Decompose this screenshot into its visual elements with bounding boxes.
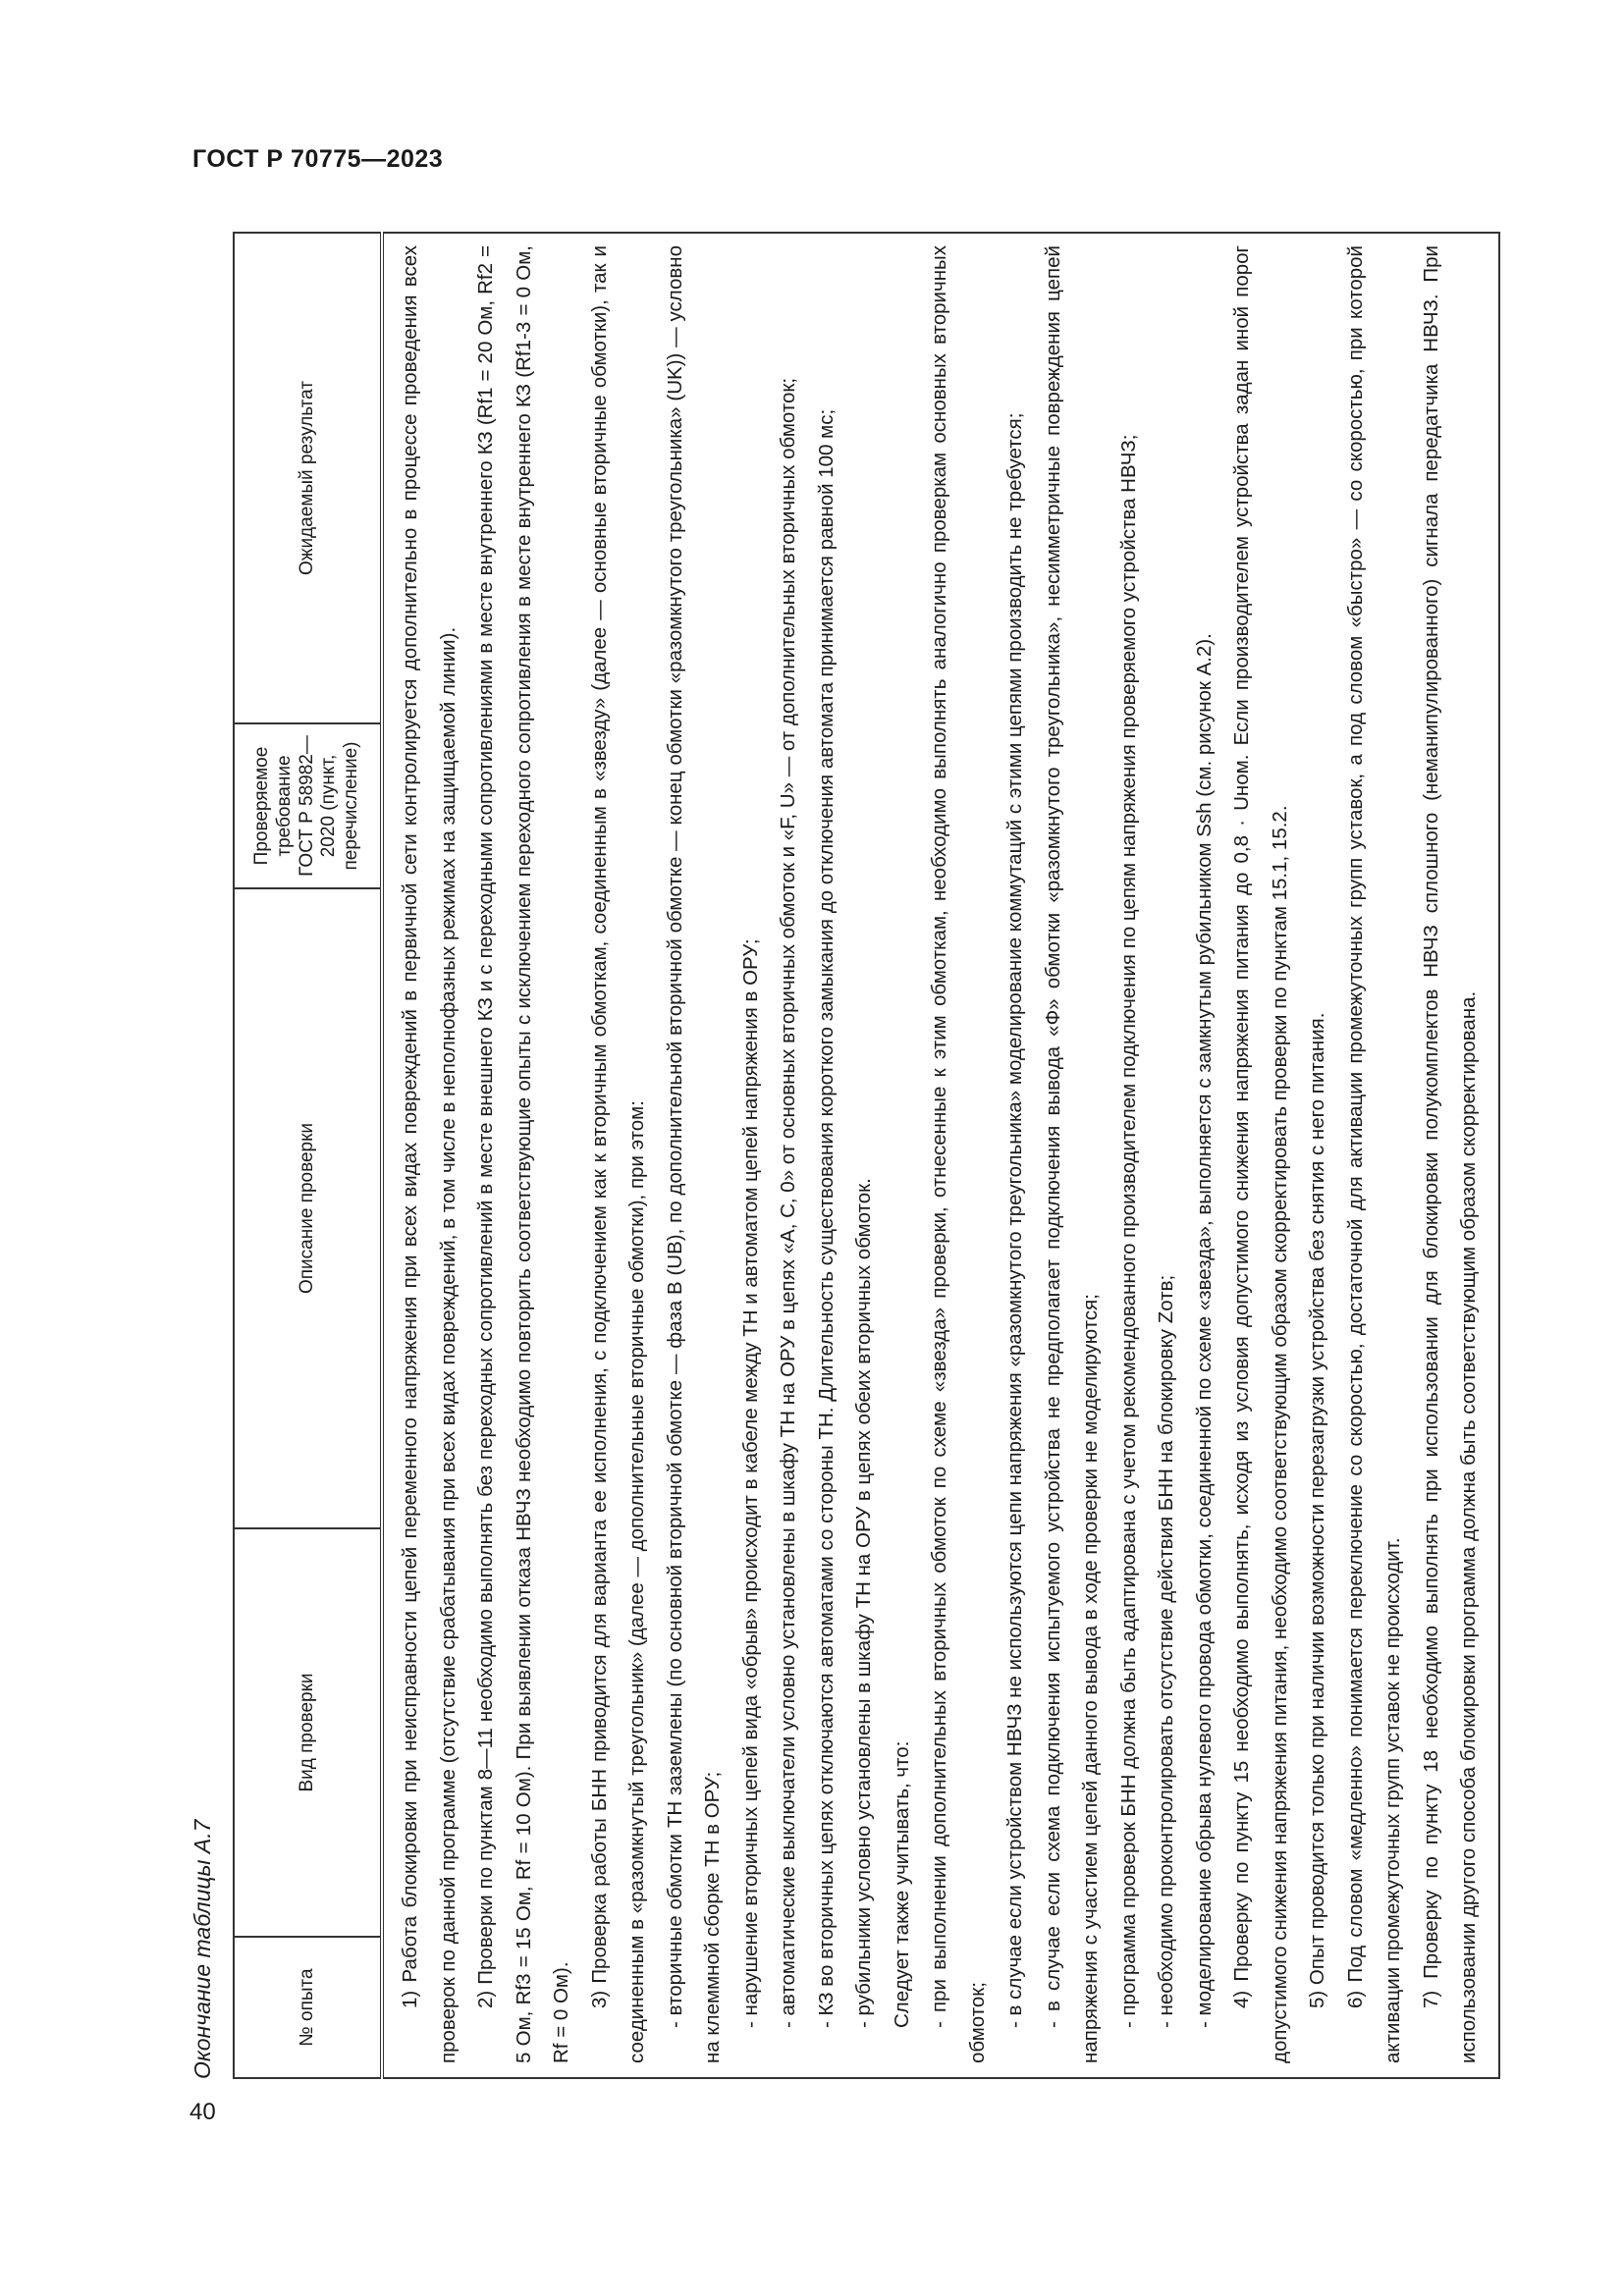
column-header-check-type: Вид проверки <box>234 1528 382 1937</box>
table-caption: Окончание таблицы А.7 <box>189 1819 215 2079</box>
note-1: 1) Работа блокировки при неисправности цепей переменного напряжения при всех видах повреждений в первичной сети контролируется дополнительно в процессе проведения всех проверок по данной программе (отсутствие срабатывания при всех видах повреждений, в том числе в неполнофазных режимах на защищаемой линии). <box>399 245 460 2063</box>
document-header: ГОСТ Р 70775—2023 <box>192 145 444 173</box>
note-3-item-breakers: - автоматические выключатели условно установлены в шкафу ТН на ОРУ в цепях «А, С, 0» от основных вторичных обмоток и «F, U» — от дополнительных вторичных обмоток; <box>777 377 799 2028</box>
note-3-item-control: - необходимо проконтролировать отсутствие действия БНН на блокировку Zотв; <box>1155 1274 1177 2028</box>
note-5: 5) Опыт проводится только при наличии возможности перезагрузки устройства без снятия с него питания. <box>1306 1012 1328 2008</box>
note-3-item-break: - нарушение вторичных цепей вида «обрыв» происходит в кабеле между ТН и автоматом цепей напряжения в ОРУ; <box>738 938 762 2028</box>
notes-cell <box>382 233 1499 2078</box>
note-3-item-grounding: - вторичные обмотки ТН заземлены (по основной вторичной обмотке — фаза В (UB), по дополнительной вторичной обмотке — конец обмотки «разомкнутого треугольника» (UK)) — условно на клеммной сборке ТН в ОРУ; <box>663 245 724 2063</box>
note-3-item-switches: - рубильники условно установлены в шкафу ТН на ОРУ в цепях обеих вторичных обмоток. <box>852 1178 875 2028</box>
note-3: 3) Проверка работы БНН приводится для варианта ее исполнения, с подключением как к вторичным обмоткам, соединенным в «звезду» (далее — основные вторичные обмотки), так и соединенным в «разомкнутый треугольник» (далее — дополнительные вторичные обмотки), при этом: <box>587 245 648 2063</box>
note-3-item-terminal-f: - в случае если схема подключения испытуемого устройства не предполагает подключения вывода «Ф» обмотки «разомкнутого треугольника», несимметричные повреждения цепей напряжения с участием цепей данного вывода в ходе проверки не моделируются; <box>1041 245 1102 2063</box>
note-3-consider: Следует также учитывать, что: <box>890 1740 913 2028</box>
note-6: 6) Под словом «медленно» понимается переключение со скоростью, достаточной для активации промежуточных групп уставок, а под словом «быстро» — со скоростью, при которой активации промежуточных групп уставок не происходит. <box>1343 245 1404 2063</box>
continuation-table <box>233 232 1500 2079</box>
notes-row <box>382 233 1499 2078</box>
column-header-requirement: Проверяемое требование ГОСТ Р 58982—2020 (пункт, перечисление) <box>234 723 382 888</box>
note-3-item-star: - при выполнении дополнительных вторичных обмоток по схеме «звезда» проверки, отнесенные к этим обмоткам, необходимо выполнять аналогично проверкам основных вторичных обмоток; <box>928 245 989 2063</box>
note-3-item-short-circuit: - КЗ во вторичных цепях отключаются автоматами со стороны ТН. Длительность существования короткого замыкания до отключения автомата принимается равной 100 мс; <box>814 408 838 2028</box>
note-3-item-program: - программа проверок БНН должна быть адаптирована с учетом рекомендованного производителем подключения по цепям напряжения проверяемого устройства НВЧЗ; <box>1116 434 1140 2028</box>
page-number: 40 <box>189 2099 216 2125</box>
rotated-table-area <box>189 234 1480 2079</box>
column-header-expected-result: Ожидаемый результат <box>234 233 382 723</box>
note-3-item-neutral: - моделирование обрыва нулевого провода обмотки, соединенной по схеме «звезда», выполняется с замкнутым рубильником Ssh (см. рисунок А.2). <box>1192 633 1216 2028</box>
column-header-number: № опыта <box>234 1937 382 2078</box>
table-header-row <box>234 233 382 2078</box>
note-4: 4) Проверку по пункту 15 необходимо выполнять, исходя из условия допустимого снижения напряжения питания до 0,8 · Uном. Если производителем устройства задан иной порог допустимого снижения напряжения питания, необходимо соответствующим образом скорректировать проверки по пунктам 15.1, 15.2. <box>1230 245 1291 2063</box>
note-3-item-open-delta: - в случае если устройством НВЧЗ не используются цепи напряжения «разомкнутого треугольника» моделирование коммутаций с этими цепями производить не требуется; <box>1003 412 1026 2028</box>
column-header-description: Описание проверки <box>234 888 382 1528</box>
note-2: 2) Проверки по пунктам 8—11 необходимо выполнять без переходных сопротивлений в месте внешнего КЗ и с переходными сопротивлениями в месте внутреннего КЗ (Rf1 = 20 Ом, Rf2 = 5 Ом, Rf3 = 15 Ом, Rf = 10 Ом). При выявлении отказа НВЧЗ необходимо повторить соответствующие опыты с исключением переходного сопротивления в месте внутреннего КЗ (Rf1-3 = 0 Ом, Rf = 0 Ом). <box>474 245 572 2063</box>
note-7: 7) Проверку по пункту 18 необходимо выполнять при использовании для блокировки полукомплектов НВЧЗ сплошного (неманипулированного) сигнала передатчика НВЧЗ. При использовании другого способа блокировки программа должна быть соответствующим образом скорректирована. <box>1419 245 1480 2063</box>
